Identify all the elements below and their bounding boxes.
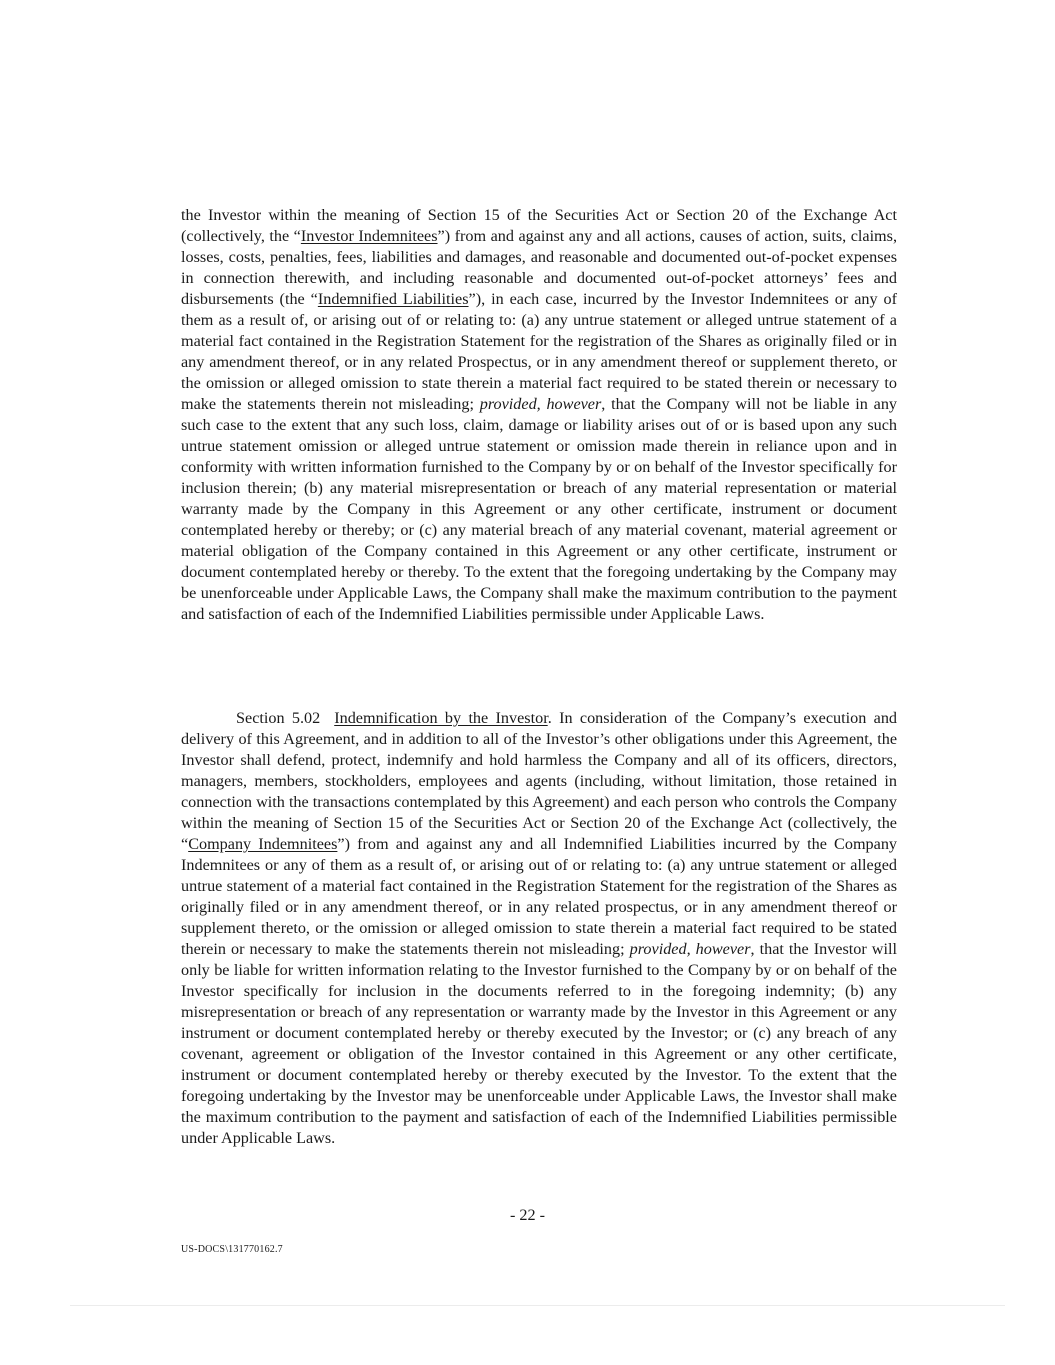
section-title: Indemnification by the Investor <box>334 709 548 727</box>
text-run: . In consideration of the Company’s execution and delivery of this Agreement, and in addition to all of the Investor’s other obligations under this Agreement, the Investor shall defend, protect, indemnify and hold harmless the Company and all of its officers, directors, managers, members, stockholders, employees and agents (including, without limitation, those retained in connection with the transactions contemplated by this Agreement) and each person who controls the Company within the meaning of Section 15 of the Securities Act or Section 20 of the Exchange Act (collectively, the “ <box>181 709 898 853</box>
text-run: ”) from and against any and all actions, causes of action, suits, claims, losses, costs, penalties, fees, liabilities and damages, and reasonable and documented out-of-pocket expenses in connection therewith, and including reasonable and documented out-of-pocket attorneys’ fees and disbursements (the “ <box>181 227 897 308</box>
text-run: the Investor within the meaning of Section 15 of the Securities Act or Section 20 of the Exchange Act (collectively, the “ <box>181 206 897 245</box>
paragraph-section-5-02 <box>181 708 897 1149</box>
text-run: ”), in each case, incurred by the Investor Indemnitees or any of them as a result of, or arising out of or relating to: (a) any untrue statement or alleged untrue statement of a material fact contained in the Registration Statement for the registration of the Shares as originally filed or in any amendment thereof, or in any related Prospectus, or in any amendment thereof or supplement thereto, or the omission or alleged omission to state therein a material fact required to be stated therein or necessary to make the statements therein not misleading; <box>181 290 897 413</box>
text-run: , that the Investor will only be liable for written information relating to the Investor furnished to the Company by or on behalf of the Investor specifically for inclusion in the documents referred to in the foregoing indemnity; (b) any misrepresentation or breach of any representation or warranty made by the Investor in this Agreement or any instrument or document contemplated hereby or thereby executed by the Investor; or (c) any breach of any covenant, agreement or obligation of the Investor contained in this Agreement or any other certificate, instrument or document contemplated hereby or thereby executed by the Investor. To the extent that the foregoing undertaking by the Investor may be unenforceable under Applicable Laws, the Investor shall make the maximum contribution to the payment and satisfaction of each of the Indemnified Liabilities permissible under Applicable Laws. <box>181 940 897 1147</box>
defined-term-indemnified-liabilities: Indemnified Liabilities <box>317 290 469 308</box>
page-bottom-divider <box>70 1305 1005 1306</box>
text-run: ”) from and against any and all Indemnified Liabilities incurred by the Company Indemnitees or any of them as a result of, or arising out of or relating to: (a) any untrue statement or alleged untrue statement of a material fact contained in the Registration Statement for the registration of the Shares as originally filed or in any amendment thereof, or in any related prospectus, or in any amendment thereof or supplement thereto, or the omission or alleged omission to state therein a material fact required to be stated therein or necessary to make the statements therein not misleading; <box>181 835 898 958</box>
proviso-italic: provided, however <box>629 940 751 958</box>
section-label: Section 5.02 <box>236 709 321 727</box>
text-run: , that the Company will not be liable in any such case to the extent that any such loss, claim, damage or liability arises out of or is based upon any such untrue statement omission or alleged untrue statement or omission made therein in reliance upon and in conformity with written information furnished to the Company by or on behalf of the Investor specifically for inclusion therein; (b) any material misrepresentation or breach of any material representation or material warranty made by the Company in this Agreement or any other certificate, instrument or document contemplated hereby or thereby; or (c) any material breach of any material covenant, material agreement or material obligation of the Company contained in this Agreement or any other certificate, instrument or document contemplated hereby or thereby. To the extent that the foregoing undertaking by the Company may be unenforceable under Applicable Laws, the Company shall make the maximum contribution to the payment and satisfaction of each of the Indemnified Liabilities permissible under Applicable Laws. <box>181 395 898 623</box>
proviso-italic: provided, however <box>479 395 602 413</box>
defined-term-company-indemnitees: Company Indemnitees <box>188 835 338 853</box>
paragraph-indemnification-by-company-continued <box>181 205 897 625</box>
defined-term-investor-indemnitees: Investor Indemnitees <box>300 227 438 245</box>
document-id: US-DOCS\131770162.7 <box>181 1244 283 1255</box>
page-number: - 22 - <box>509 1206 546 1224</box>
